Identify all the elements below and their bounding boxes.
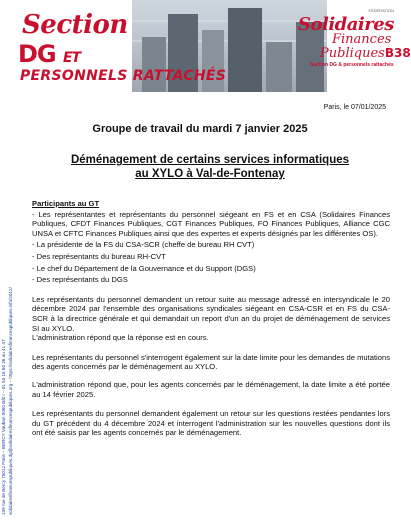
section-dg-logo (18, 6, 227, 86)
logo-publiques-text: PubliquesB38 (320, 46, 411, 61)
participants-heading: Participants au GT (32, 199, 100, 208)
logo-dg-text: DG ET (18, 40, 81, 68)
participant-item: - Les représentantes et représentants du personnel siégeant en FS et en CSA (Solidaires Finances Publiques, CFDT Finances Publiques, CGT Finances Publiques, FO Finances Publiques, Alliance CGC UNSA et CFTC Finances Publiques ainsi que des expertes et experts désignés par les différentes OS). (32, 209, 390, 238)
participant-item: - La présidente de la FS du CSA-SCR (cheffe de bureau RH CVT) (32, 240, 255, 250)
document-header (0, 0, 411, 110)
logo-section-text: Section (22, 10, 128, 40)
paragraph-mutation-deadline: Les représentants du personnel s'interrogent également sur la date limite pour les demandes de mutations des agents concernés par le déménagement au XYLO. (32, 352, 390, 372)
document-date: Paris, le 07/01/2025 (323, 104, 386, 111)
document-title (40, 153, 380, 181)
title-line-2: au XYLO à Val-de-Fontenay (135, 168, 285, 180)
paragraph-request-report: Les représentants du personnel demandent un retour suite au message adressé en intersyndicale le 20 décembre 2024 par l'ensemble des organisations syndicales siégeant en CSA-CSR et en FS du CSA-SCR à la directrice générale et qui demandait un report d'un an du projet de déménagement de services SI au XYLO. (32, 294, 390, 333)
title-line-1: Déménagement de certains services informatiques (70, 154, 350, 166)
logo-personnels-text: PERSONNELS RATTACHÉS (20, 68, 227, 84)
paragraph-admin-reply-2: L'administration répond que, pour les agents concernés par le déménagement, la date limite a été portée au 14 février 2025. (32, 379, 390, 399)
participant-item: - Des représentants du DGS (32, 275, 128, 285)
vertical-contact-info (3, 155, 15, 515)
meeting-heading: Groupe de travail du mardi 7 janvier 2025 (92, 123, 308, 135)
contact-address: 139 rue de Bercy 75012 Paris – BERCY Vauban 0060 Bât I – 01 53 18 60 36 ou 41 47 (1, 339, 6, 515)
solidaires-finances-logo (298, 8, 411, 93)
paragraph-pending-questions: Les représentants du personnel demandent également un retour sur les questions restées pendantes lors du GT précédent du 4 décembre 2024 et interrogent l'administration sur les nouvelles questions dont ils ont été saisis par les agents concernés par le déménagement. (32, 409, 390, 438)
logo-finances-text: Finances (332, 32, 392, 47)
participant-item: - Le chef du Département de la Gouvernance et du Support (DGS) (32, 263, 256, 273)
document-body (32, 199, 390, 438)
logo-federation-text: FÉDÉRATION (368, 8, 394, 13)
participant-item: - Des représentants du bureau RH-CVT (32, 251, 166, 261)
paragraph-admin-reply-1: L'administration répond que la réponse est en cours. (32, 333, 209, 343)
logo-solidaires-text: Solidaires (298, 14, 394, 35)
logo-section-subtext: Section DG & personnels rattachés (310, 62, 394, 68)
contact-email-website[interactable]: solidairesfinancespubliques.dg@solidairesfinancespubliques.org – https://solidairesfinancespubliques.info/2012/ (8, 287, 13, 515)
